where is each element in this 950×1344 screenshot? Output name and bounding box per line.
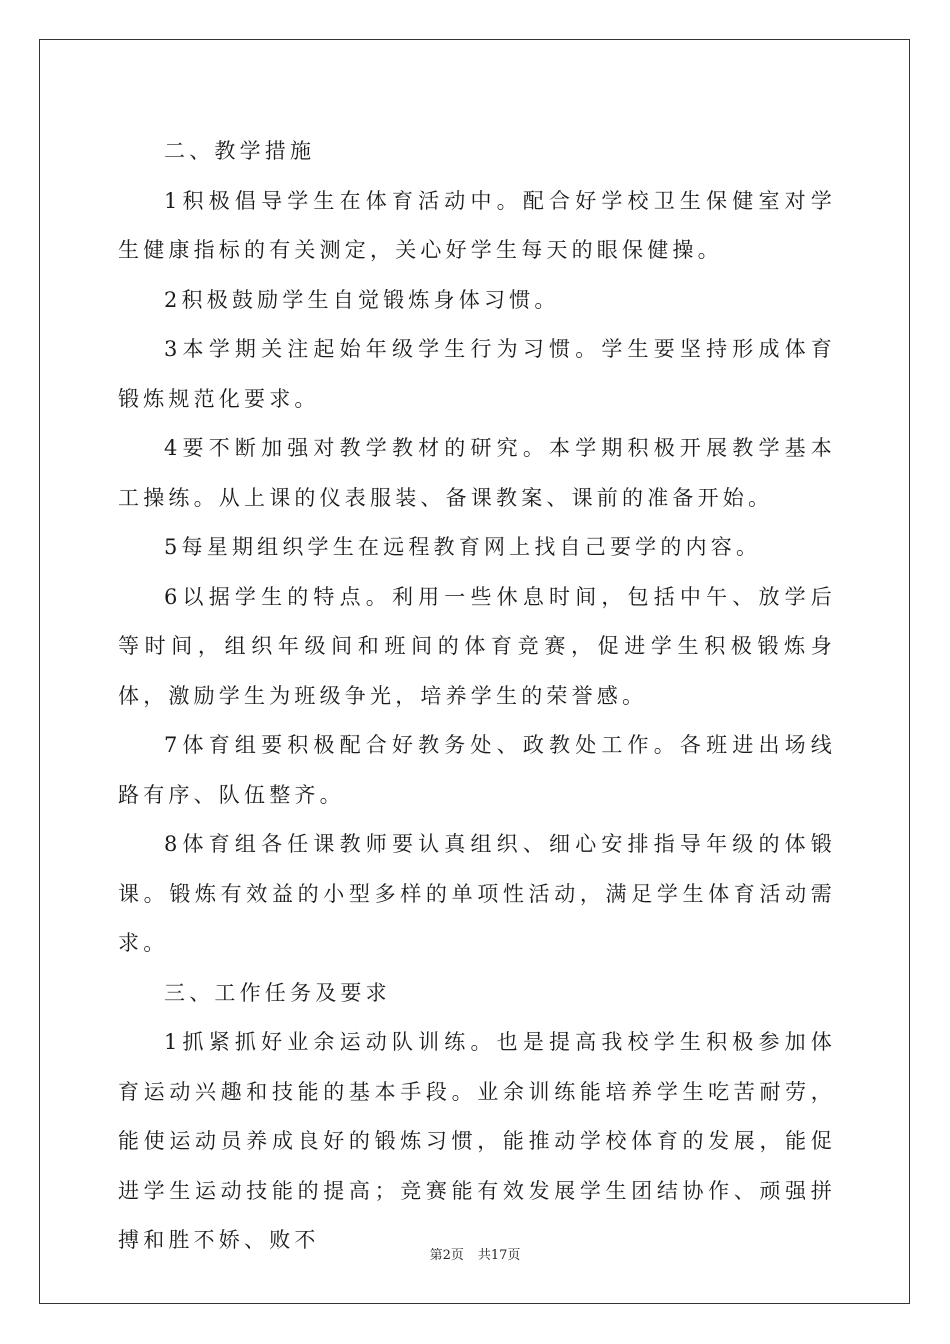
- paragraph-item-3: 3本学期关注起始年级学生行为习惯。学生要坚持形成体育锻炼规范化要求。: [118, 337, 836, 411]
- paragraph-task-1: 1抓紧抓好业余运动队训练。也是提高我校学生积极参加体育运动兴趣和技能的基本手段。业余训练能培养学生吃苦耐劳，能使运动员养成良好的锻炼习惯，能推动学校体育的发展，能促进学生运动技能的提高；竞赛能有效发展学生团结协作、顽强拼搏和胜不娇、败不: [118, 1030, 836, 1252]
- paragraph-item-1: 1积极倡导学生在体育活动中。配合好学校卫生保健室对学生健康指标的有关测定，关心好学生每天的眼保健操。: [118, 188, 836, 262]
- paragraph-item-8: 8体育组各任课教师要认真组织、细心安排指导年级的体锻课。锻炼有效益的小型多样的单项性活动，满足学生体育活动需求。: [118, 832, 836, 955]
- paragraph-item-2: 2积极鼓励学生自觉锻炼身体习惯。: [164, 287, 560, 312]
- section-heading-teaching-measures: 二、教学措施: [164, 139, 316, 163]
- section-heading-tasks-requirements: 三、工作任务及要求: [164, 980, 391, 1005]
- page-footer: [0, 1244, 950, 1263]
- paragraph-item-5: 5每星期组织学生在远程教育网上找自己要学的内容。: [164, 535, 762, 559]
- paragraph-item-7: 7体育组要积极配合好教务处、政教处工作。各班进出场线路有序、队伍整齐。: [118, 733, 836, 807]
- paragraph-item-6: 6以据学生的特点。利用一些休息时间，包括中午、放学后等时间，组织年级间和班间的体育竞赛，促进学生积极锻炼身体，激励学生为班级争光，培养学生的荣誉感。: [118, 584, 836, 708]
- page-total: 共17页: [477, 1248, 521, 1263]
- document-body: [118, 127, 836, 1266]
- paragraph-item-4: 4要不断加强对教学教材的研究。本学期积极开展教学基本工操练。从上课的仪表服装、备课教案、课前的准备开始。: [118, 436, 836, 510]
- page-number: 第2页: [429, 1248, 464, 1263]
